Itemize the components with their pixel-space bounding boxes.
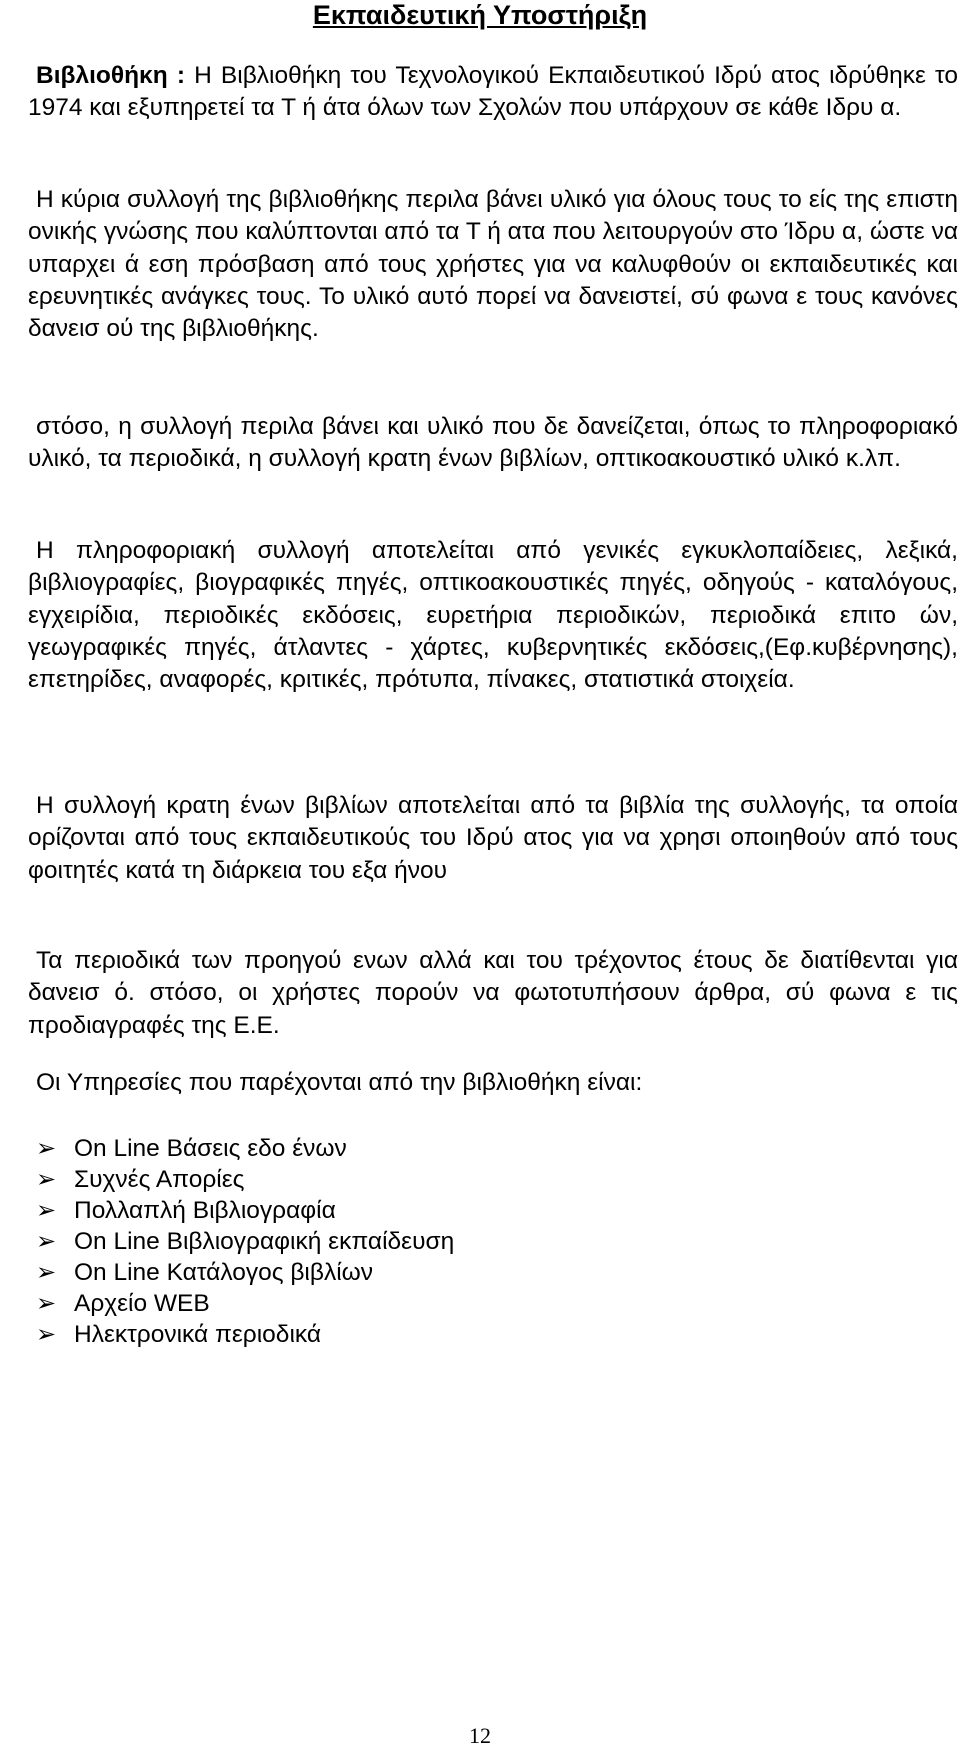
service-label: Πολλαπλή Βιβλιογραφία bbox=[74, 1197, 336, 1224]
library-intro-text: Η Βιβλιοθήκη του Τεχνολογικού Εκπαιδευτικού Ιδρύ ατος ιδρύθηκε το 1974 και εξυπηρετεί τα Τ ή άτα όλων των Σχολών που υπάρχουν σε κάθε Ιδρυ α. bbox=[28, 62, 958, 122]
page-number: 12 bbox=[469, 1723, 491, 1748]
list-item bbox=[36, 1195, 454, 1226]
service-label: On Line Κατάλογος βιβλίων bbox=[74, 1259, 374, 1286]
services-list bbox=[36, 1133, 454, 1350]
arrowhead-bullet-icon: ➢ bbox=[36, 1135, 57, 1162]
page-title: Εκπαιδευτική Υποστήριξη bbox=[312, 0, 648, 30]
paragraph-non-lendable: στόσο, η συλλογή περιλα βάνει και υλικό που δε δανείζεται, όπως το πληροφοριακό υλικό, τα περιοδικά, η συλλογή κρατη ένων βιβλίων, οπτικοακουστικό υλικό κ.λπ. bbox=[28, 413, 958, 473]
paragraph-main-collection: Η κύρια συλλογή της βιβλιοθήκης περιλα βάνει υλικό για όλους τους το είς της επιστη ονικής γνώσης που καλύπτονται από τα Τ ή ατα που λειτουργούν στο Ίδρυ α, ώστε να υπαρχει ά εση πρόσβαση από τους χρήστες για να καλυφθούν οι εκπαιδευτικές και ερευνητικές ανάγκες τους. Το υλικό αυτό πορεί να δανειστεί, σύ φωνα ε τους κανόνες δανεισ ού της βιβλιοθήκης. bbox=[28, 186, 958, 343]
paragraph-reserved-books: Η συλλογή κρατη ένων βιβλίων αποτελείται από τα βιβλία της συλλογής, τα οποία ορίζονται από τους εκπαιδευτικούς του Ιδρύ ατος για να χρησι οποιηθούν από τους φοιτητές κατά τη διάρκεια του εξα ήνου bbox=[28, 792, 958, 884]
service-label: Ηλεκτρονικά περιοδικά bbox=[74, 1321, 321, 1348]
paragraph-periodicals: Τα περιοδικά των προηγού ενων αλλά και του τρέχοντος έτους δε διατίθενται για δανεισ ό. στόσο, οι χρήστες πορούν να φωτοτυπήσουν άρθρα, σύ φωνα ε τις προδιαγραφές της Ε.Ε. bbox=[28, 947, 958, 1039]
paragraph-reference-collection: Η πληροφοριακή συλλογή αποτελείται από γενικές εγκυκλοπαίδειες, λεξικά, βιβλιογραφίες, βιογραφικές πηγές, οπτικοακουστικές πηγές, οδηγούς - καταλόγους, εγχειρίδια, περιοδικές εκδόσεις, ευρετήρια περιοδικών, περιοδικά επιτο ών, γεωγραφικές πηγές, άτλαντες - χάρτες, κυβερνητικές εκδόσεις,(Εφ.κυβέρνησης), επετηρίδες, αναφορές, κριτικές, πρότυπα, πίνακες, στατιστικά στοιχεία. bbox=[28, 537, 958, 694]
service-label: On Line Βάσεις εδο ένων bbox=[74, 1135, 347, 1162]
arrowhead-bullet-icon: ➢ bbox=[36, 1321, 57, 1348]
library-label: Βιβλιοθήκη : bbox=[36, 62, 185, 89]
list-item bbox=[36, 1133, 454, 1164]
list-item bbox=[36, 1226, 454, 1257]
arrowhead-bullet-icon: ➢ bbox=[36, 1290, 57, 1317]
list-item bbox=[36, 1257, 454, 1288]
arrowhead-bullet-icon: ➢ bbox=[36, 1197, 57, 1224]
arrowhead-bullet-icon: ➢ bbox=[36, 1259, 57, 1286]
list-item bbox=[36, 1319, 454, 1350]
list-item bbox=[36, 1164, 454, 1195]
service-label: Αρχείο WEB bbox=[74, 1290, 210, 1317]
arrowhead-bullet-icon: ➢ bbox=[36, 1228, 57, 1255]
list-item bbox=[36, 1288, 454, 1319]
service-label: On Line Βιβλιογραφική εκπαίδευση bbox=[74, 1228, 455, 1255]
paragraph-services-intro: Οι Υπηρεσίες που παρέχονται από την βιβλιοθήκη είναι: bbox=[36, 1069, 643, 1096]
service-label: Συχνές Απορίες bbox=[74, 1166, 245, 1193]
paragraph-library-intro bbox=[28, 60, 958, 125]
arrowhead-bullet-icon: ➢ bbox=[36, 1166, 57, 1193]
